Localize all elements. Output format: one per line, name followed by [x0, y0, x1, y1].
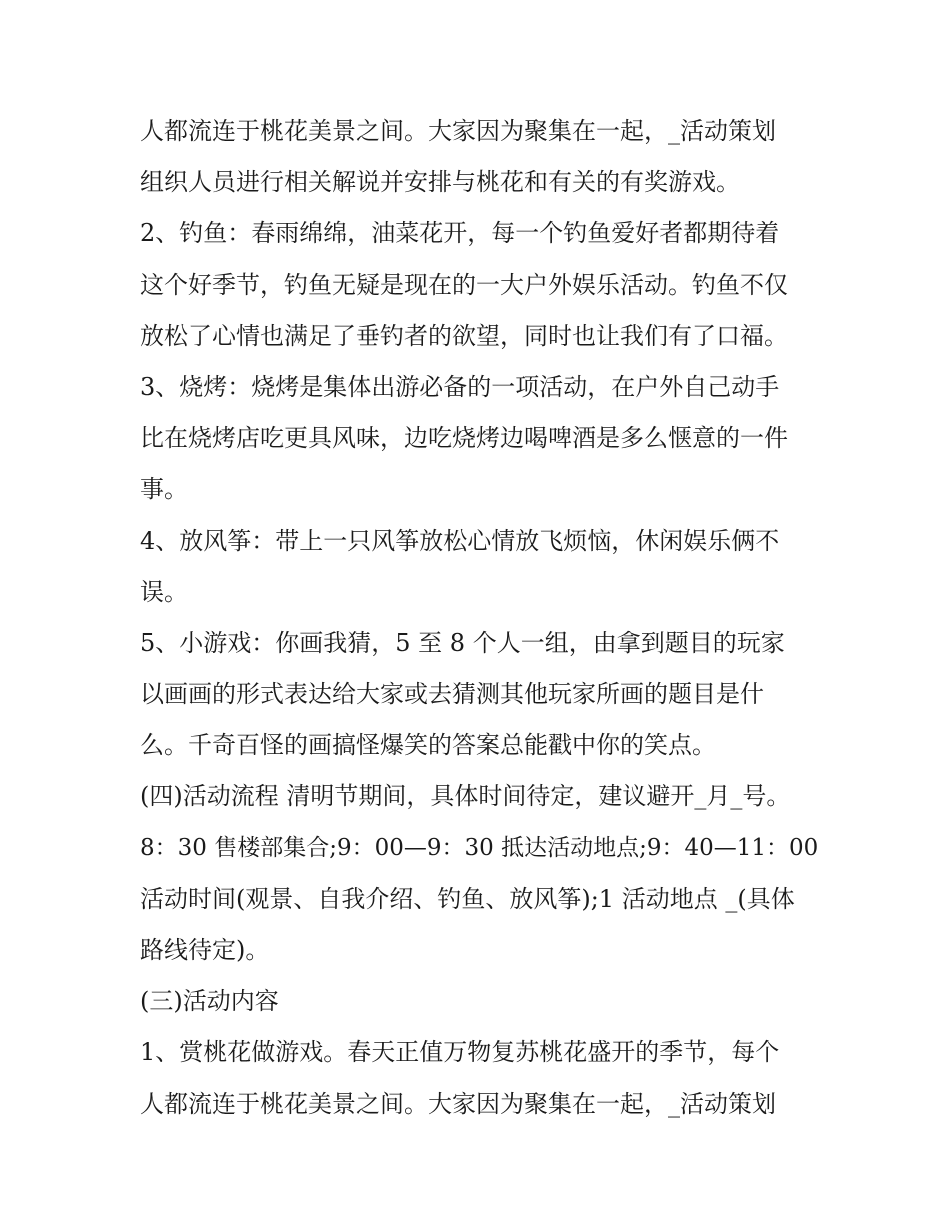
text-line: 5、小游戏：你画我猜，5 至 8 个人一组，由拿到题目的玩家: [140, 628, 785, 657]
text-line: 8：30 售楼部集合;9：00—9：30 抵达活动地点;9：40—11：00: [140, 834, 819, 861]
text-line: 放松了心情也满足了垂钓者的欲望，同时也让我们有了口福。: [140, 321, 788, 350]
text-line: 活动时间(观景、自我介绍、钓鱼、放风筝);1 活动地点 _(具体: [140, 884, 795, 913]
text-line: 以画画的形式表达给大家或去猜测其他玩家所画的题目是什: [140, 680, 764, 709]
text-line: 2、钓鱼：春雨绵绵，油菜花开，每一个钓鱼爱好者都期待着: [140, 219, 780, 248]
document-body: [140, 106, 830, 1130]
text-line: 人都流连于桃花美景之间。大家因为聚集在一起，_活动策划: [140, 1089, 776, 1118]
text-line: (三)活动内容: [140, 987, 279, 1016]
text-line: 路线待定)。: [140, 936, 270, 964]
text-line: 么。千奇百怪的画搞怪爆笑的答案总能戳中你的笑点。: [140, 731, 716, 760]
text-line: 组织人员进行相关解说并安排与桃花和有关的有奖游戏。: [140, 168, 740, 197]
text-line: 1、赏桃花做游戏。春天正值万物复苏桃花盛开的季节，每个: [140, 1038, 780, 1067]
text-line: 3、烧烤：烧烤是集体出游必备的一项活动，在户外自己动手: [140, 372, 780, 401]
text-line: 误。: [140, 577, 188, 606]
text-line: (四)活动流程 清明节期间，具体时间待定，建议避开_月_号。: [140, 782, 791, 811]
text-line: 人都流连于桃花美景之间。大家因为聚集在一起，_活动策划: [140, 117, 776, 145]
text-line: 4、放风筝：带上一只风筝放松心情放飞烦恼，休闲娱乐俩不: [140, 526, 780, 555]
text-line: 比在烧烤店吃更具风味，边吃烧烤边喝啤酒是多么惬意的一件: [140, 424, 788, 453]
text-line: 这个好季节，钓鱼无疑是现在的一大户外娱乐活动。钓鱼不仅: [140, 270, 788, 299]
text-line: 事。: [140, 475, 188, 504]
